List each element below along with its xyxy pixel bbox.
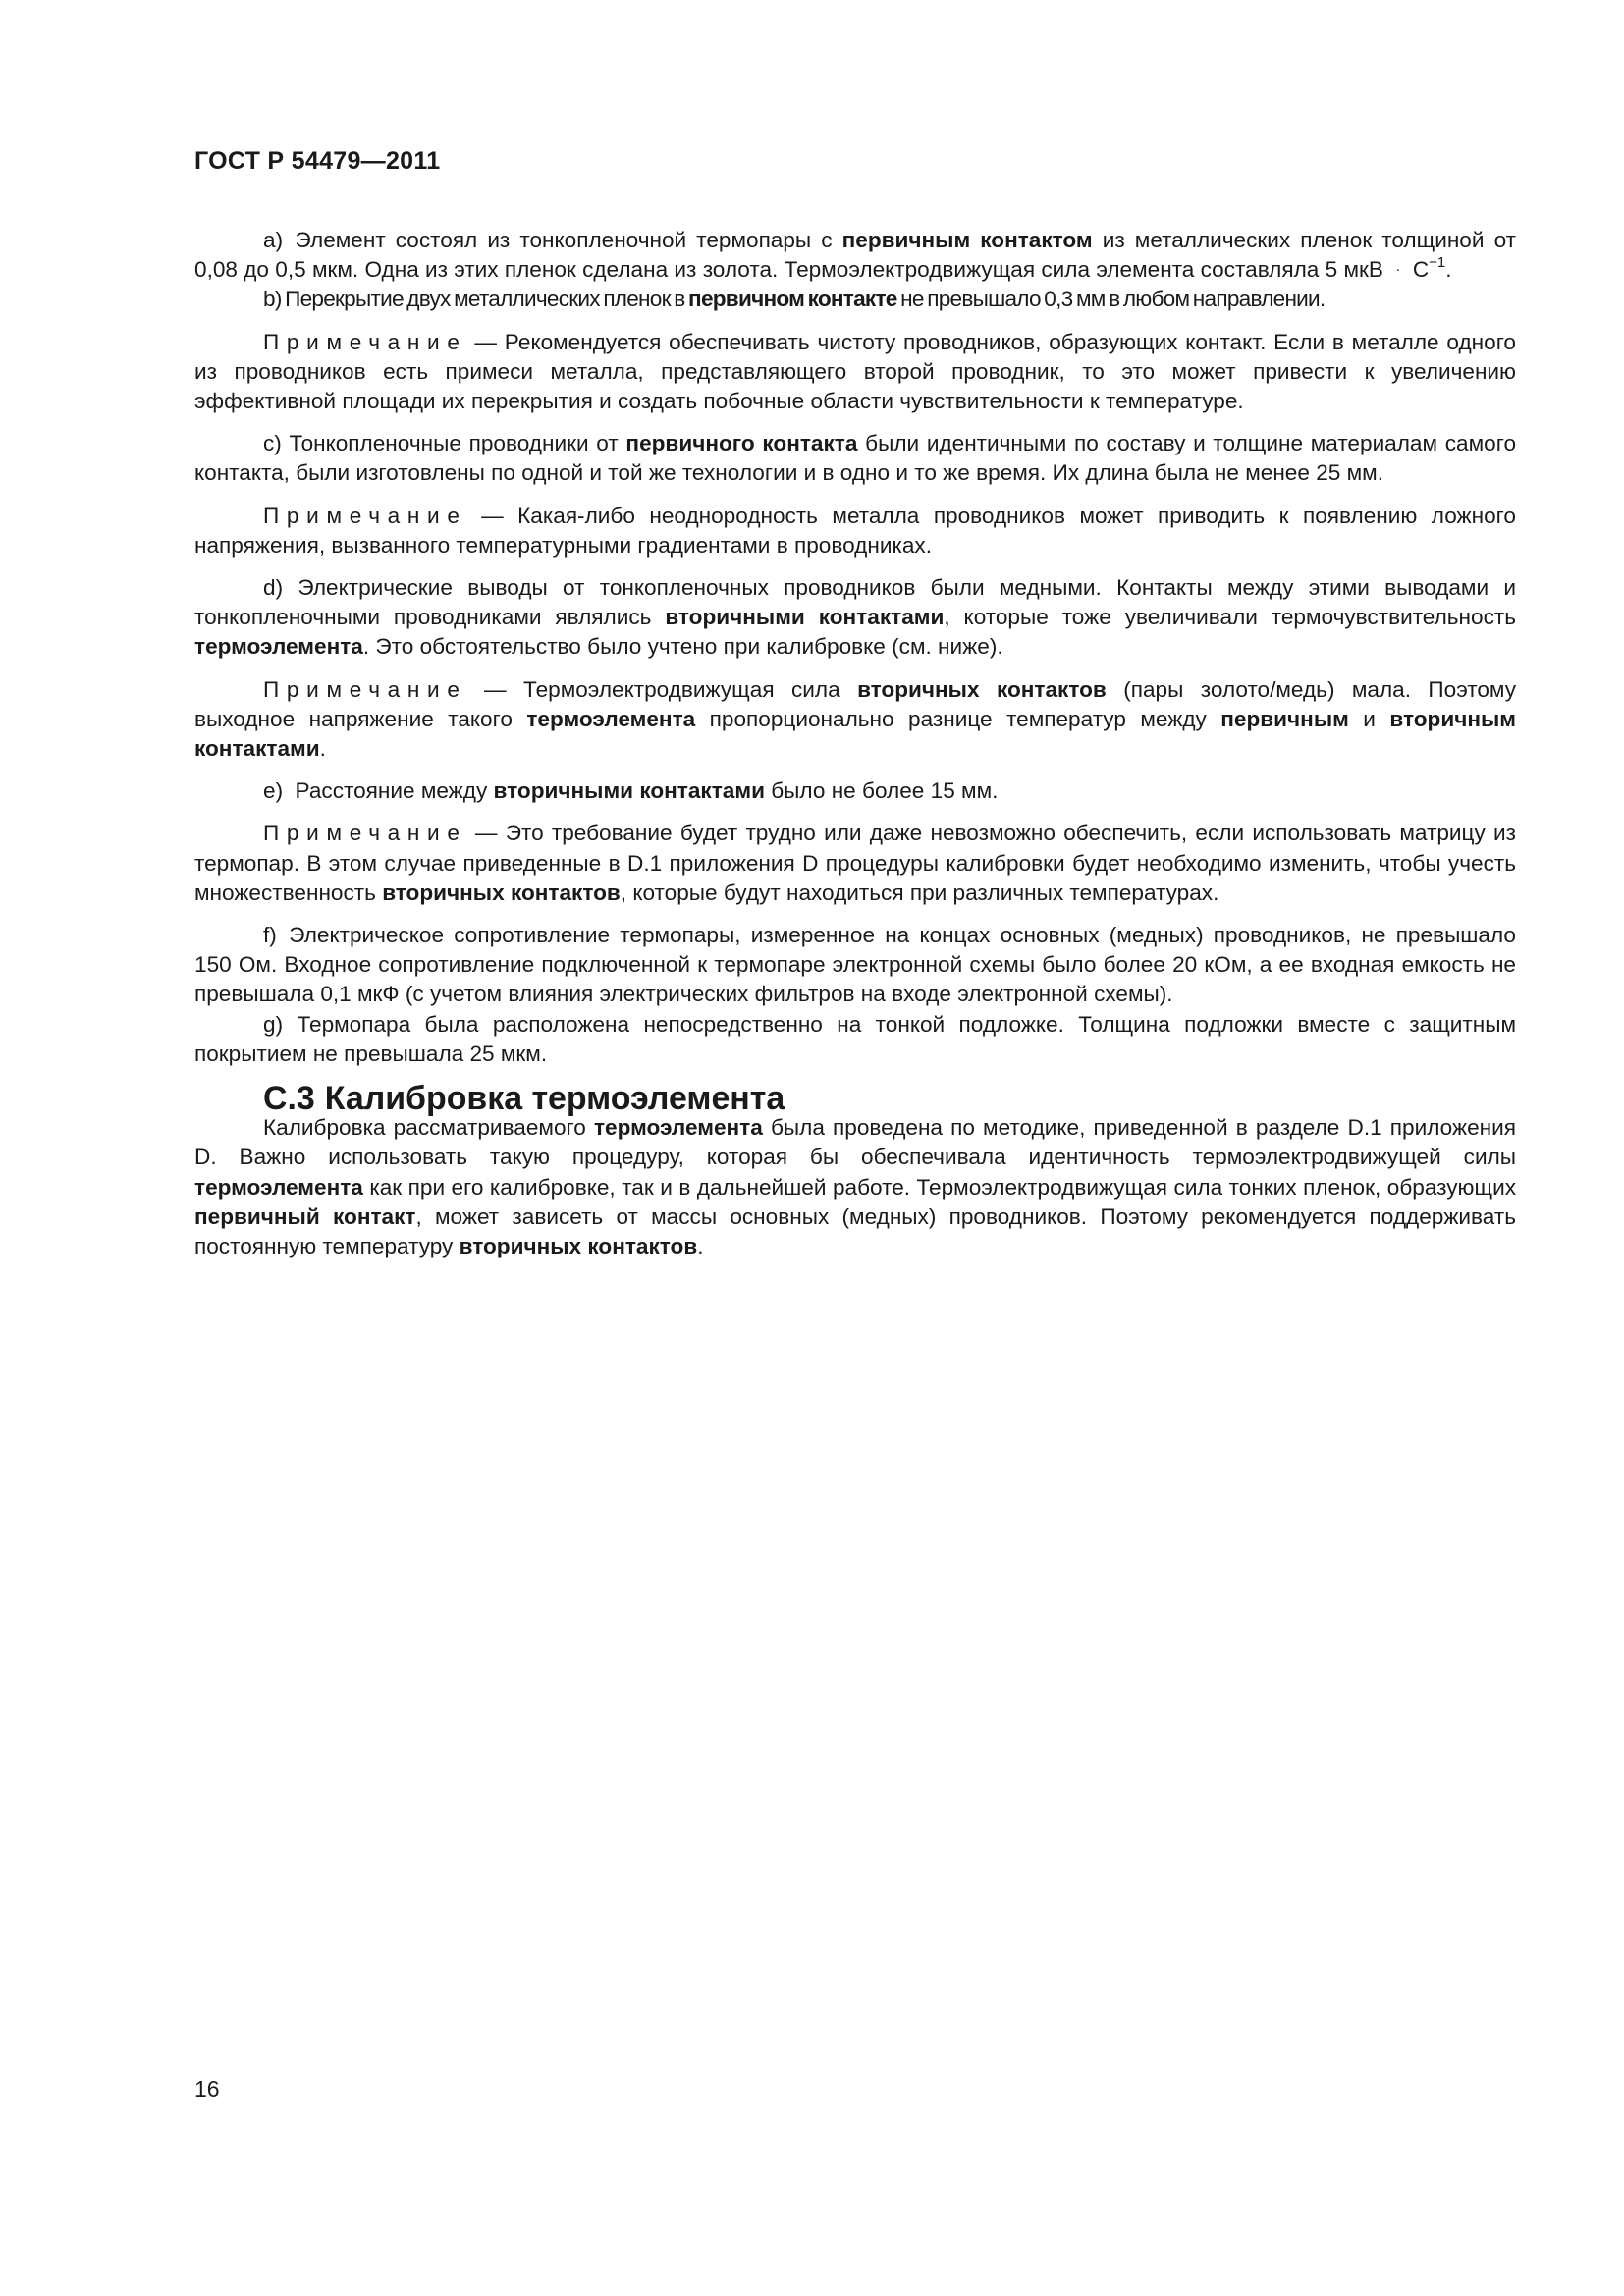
note-2: Примечание — Какая-либо неоднородность металла проводников может приводить к появлению ложного напряжения, вызванного температурными градиентами в проводниках. bbox=[194, 503, 1516, 558]
note-label: Примечание bbox=[263, 503, 467, 528]
item-marker: e) bbox=[263, 778, 284, 804]
paragraph-g: g) Термопара была расположена непосредственно на тонкой подложке. Толщина подложки вместе с защитным покрытием не превышала 25 мкм. bbox=[194, 1011, 1516, 1066]
paragraph-f: f) Электрическое сопротивление термопары, измеренное на концах основных (медных) проводников, не превышало 150 Ом. Входное сопротивление подключенной к термопаре электронной схемы было более 20 кОм, а ее входная емкость не превышала 0,1 мкФ (с учетом влияния электрических фильтров на входе электронной схемы). bbox=[194, 923, 1516, 1007]
section-heading bbox=[194, 1080, 1516, 1118]
page-number: 16 bbox=[194, 2076, 220, 2102]
paragraph-a: a) Элемент состоял из тонкопленочной термопары с первичным контактом из металлических пленок толщиной от 0,08 до 0,5 мкм. Одна из этих пленок сделана из золота. Термоэлектродвижущая сила элемента составляла 5 мкВ · $C^{-1}$. bbox=[194, 228, 1516, 283]
exponent: −1 bbox=[1429, 254, 1446, 272]
section-title: Калибровка термоэлемента bbox=[324, 1080, 785, 1118]
document-header: ГОСТ Р 54479—2011 bbox=[194, 147, 441, 175]
paragraph-d: d) Электрические выводы от тонкопленочных проводников были медными. Контакты между этими выводами и тонкопленочными проводниками являлись вторичными контактами, которые тоже увеличивали термочувствительность термоэлемента. Это обстоятельство было учтено при калибровке (см. ниже). bbox=[194, 575, 1517, 660]
item-marker: f) bbox=[263, 923, 277, 948]
paragraph-calibration: Калибровка рассматриваемого термоэлемента была проведена по методике, приведенной в разделе D.1 приложения D. Важно использовать такую процедуру, которая бы обеспечивала идентичность термоэлектродвижущей силы термоэлемента как при его калибровке, так и в дальнейшей работе. Термоэлектродвижущая сила тонких пленок, образующих первичный контакт, может зависеть от массы основных (медных) проводников. Поэтому рекомендуется поддерживать постоянную температуру вторичных контактов. bbox=[194, 1115, 1516, 1259]
document-body bbox=[194, 226, 1516, 1261]
multiplication-dot: · bbox=[1395, 261, 1401, 279]
section-number: C.3 bbox=[263, 1080, 315, 1118]
paragraph-b: b) Перекрытие двух металлических пленок в первичном контакте не превышало 0,3 мм в любом направлении. bbox=[263, 287, 1326, 312]
paragraph-e: e) Расстояние между вторичными контактами было не более 15 мм. bbox=[263, 778, 999, 804]
note-4: Примечание — Это требование будет трудно или даже невозможно обеспечить, если использовать матрицу из термопар. В этом случае приведенные в D.1 приложения D процедуры калибровки будет необходимо изменить, чтобы учесть множественность вторичных контактов, которые будут находиться при различных температурах. bbox=[194, 821, 1516, 905]
note-label: Примечание bbox=[263, 329, 467, 354]
note-1: Примечание — Рекомендуется обеспечивать чистоту проводников, образующих контакт. Если в металле одного из проводников есть примеси металла, представляющего второй проводник, то это может привести к увеличению эффективной площади их перекрытия и создать побочные области чувствительности к температуре. bbox=[194, 329, 1516, 414]
item-marker: a) bbox=[263, 228, 284, 252]
note-label: Примечание bbox=[263, 821, 467, 846]
note-3: Примечание — Термоэлектродвижущая сила вторичных контактов (пары золото/медь) мала. Поэтому выходное напряжение такого термоэлемента пропорционально разнице температур между первичным и вторичным контактами. bbox=[194, 676, 1516, 762]
note-label: Примечание bbox=[263, 676, 467, 702]
paragraph-c: c) Тонкопленочные проводники от первичного контакта были идентичными по составу и толщине материалам самого контакта, были изготовлены по одной и той же технологии и в одно и то же время. Их длина была не менее 25 мм. bbox=[194, 431, 1517, 486]
